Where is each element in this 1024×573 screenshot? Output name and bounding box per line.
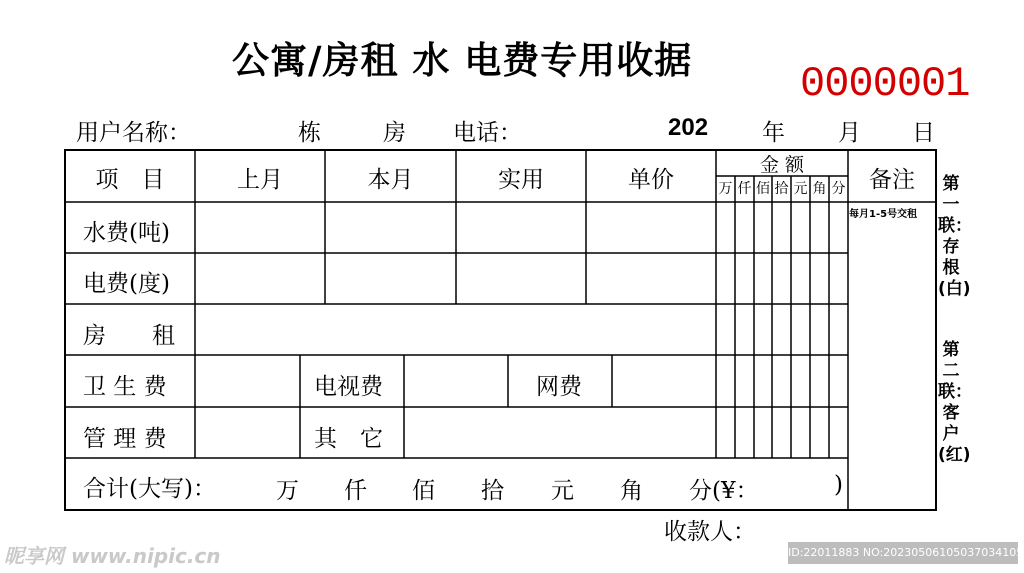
- side-copy-2: 第二联：客户(红): [938, 340, 972, 465]
- total-yen-open: (¥：: [712, 478, 759, 504]
- col-unit-price: 单价: [628, 167, 674, 193]
- digit-yuan: 元: [793, 181, 808, 197]
- row-management: 管 理 费: [83, 426, 167, 452]
- year-prefix: 202: [668, 114, 709, 141]
- row-rent: 房 租: [83, 323, 175, 349]
- building-label: 栋: [298, 120, 321, 146]
- col-this-month: 本月: [367, 167, 414, 193]
- col-item: 项 目: [95, 167, 165, 193]
- total-unit-shi: 拾: [481, 478, 504, 504]
- digit-bai: 佰: [756, 181, 770, 197]
- digit-wan: 万: [718, 181, 733, 197]
- watermark-right: ID:22011883 NO:20230506105037034105: [788, 542, 1018, 564]
- day-label: 日: [912, 120, 935, 146]
- room-label: 房: [383, 120, 406, 146]
- receipt-title: 公寓/房租 水 电费专用收据: [232, 38, 693, 82]
- row-net-fee: 网费: [536, 374, 582, 400]
- total-unit-fen: 分: [689, 478, 712, 504]
- digit-jiao: 角: [812, 181, 827, 197]
- total-unit-bai: 佰: [412, 478, 435, 504]
- digit-qian: 仟: [737, 181, 752, 197]
- watermark-left: 昵享网 www.nipic.cn: [4, 544, 221, 568]
- row-water: 水费(吨): [83, 220, 170, 246]
- row-other: 其 它: [314, 426, 383, 452]
- digit-fen: 分: [831, 181, 846, 197]
- month-label: 月: [838, 120, 861, 146]
- col-actual: 实用: [498, 167, 544, 193]
- row-tv-fee: 电视费: [314, 374, 383, 400]
- side-copy-1: 第一联：存根(白): [938, 174, 972, 299]
- col-last-month: 上月: [237, 167, 283, 193]
- row-sanitation: 卫 生 费: [83, 374, 167, 400]
- remark-note: 每月1-5号交租: [849, 209, 918, 220]
- total-label: 合计(大写)：: [83, 476, 216, 502]
- user-name-label: 用户名称：: [76, 120, 191, 146]
- digit-shi: 拾: [774, 181, 789, 197]
- total-close: ): [834, 472, 843, 498]
- serial-number: 0000001: [800, 60, 970, 108]
- total-unit-qian: 仟: [344, 478, 367, 504]
- year-label: 年: [762, 120, 785, 146]
- total-unit-yuan: 元: [551, 478, 574, 504]
- total-unit-wan: 万: [276, 478, 299, 504]
- payee-label: 收款人：: [664, 519, 756, 545]
- col-remark: 备注: [869, 167, 915, 193]
- col-amount: 金 额: [759, 154, 805, 176]
- row-electric: 电费(度): [83, 271, 170, 297]
- phone-label: 电话：: [453, 120, 522, 146]
- total-unit-jiao: 角: [620, 478, 643, 504]
